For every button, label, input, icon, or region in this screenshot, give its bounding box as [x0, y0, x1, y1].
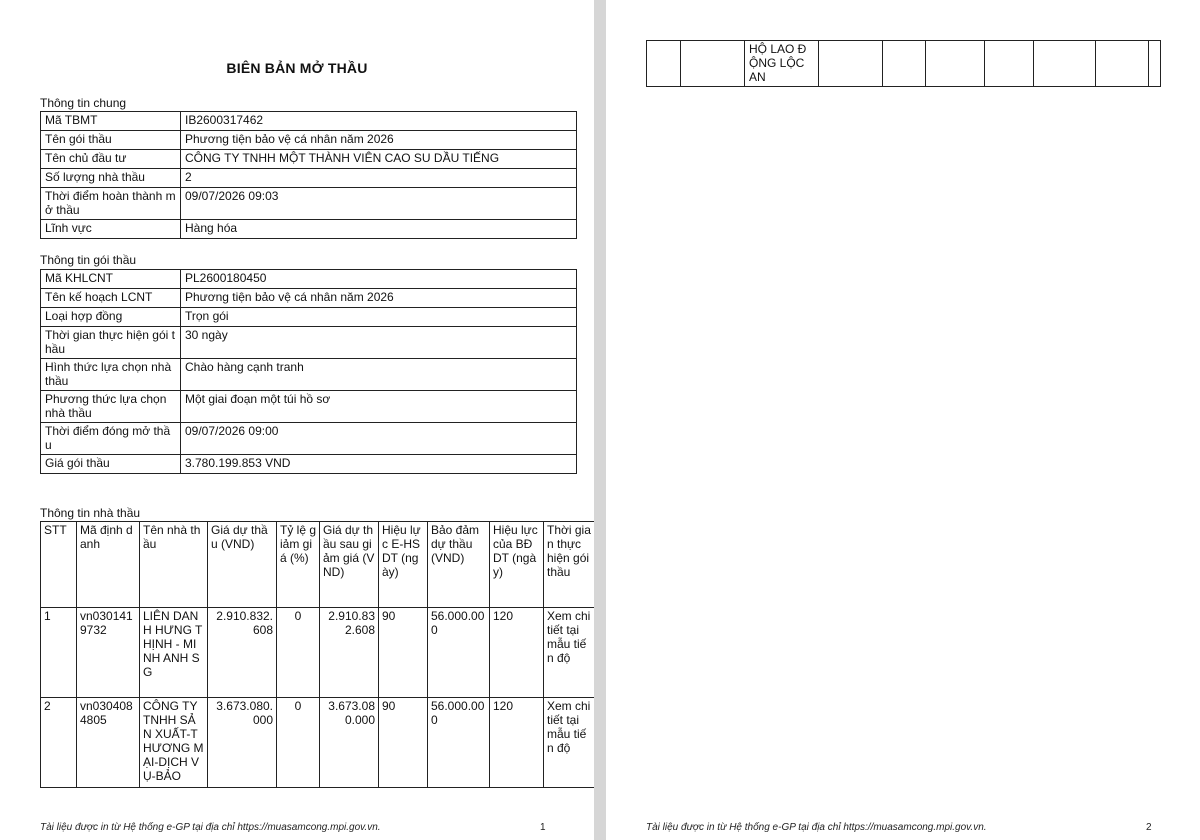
table-row	[647, 41, 1161, 87]
field-value: 3.780.199.853 VND	[181, 455, 577, 474]
field-value: 2	[181, 169, 577, 188]
field-label: Giá gói thầu	[41, 455, 181, 474]
table-cell	[1034, 41, 1096, 87]
table-cell	[1096, 41, 1149, 87]
field-label: Tên chủ đầu tư	[41, 150, 181, 169]
table-cell: 2.910.832.608	[208, 608, 277, 698]
table-cell: vn0301419732	[77, 608, 140, 698]
table-row	[41, 698, 595, 788]
field-value: IB2600317462	[181, 112, 577, 131]
table-cell: 56.000.000	[428, 608, 490, 698]
table-cell: 90	[379, 608, 428, 698]
table-cell	[819, 41, 883, 87]
page-number: 2	[1146, 822, 1152, 833]
field-value: Chào hàng cạnh tranh	[181, 359, 577, 391]
table-cell: 0	[277, 698, 320, 788]
field-value: 30 ngày	[181, 327, 577, 359]
field-label: Phương thức lựa chọn nhà thầu	[41, 391, 181, 423]
field-value: CÔNG TY TNHH MỘT THÀNH VIÊN CAO SU DẦU TIẾNG	[181, 150, 577, 169]
column-header: Hiệu lực E-HSDT (ngày)	[379, 522, 428, 608]
table-cell: 3.673.080.000	[320, 698, 379, 788]
column-header: Giá dự thầu (VND)	[208, 522, 277, 608]
table-cell: LIÊN DANH HƯNG THỊNH - MINH ANH SG	[140, 608, 208, 698]
field-label: Thời điểm hoàn thành mở thầu	[41, 188, 181, 220]
field-value: PL2600180450	[181, 270, 577, 289]
table-cell: 3.673.080.000	[208, 698, 277, 788]
bidder-table-header	[41, 522, 595, 608]
table-cell	[985, 41, 1034, 87]
table-cell: 0	[277, 608, 320, 698]
field-label: Lĩnh vực	[41, 220, 181, 239]
field-value: 09/07/2026 09:03	[181, 188, 577, 220]
table-cell: Xem chi tiết tại mẫu tiến độ	[544, 698, 595, 788]
table-row	[41, 188, 577, 220]
column-header: Tên nhà thầu	[140, 522, 208, 608]
table-cell	[883, 41, 926, 87]
table-row	[41, 270, 577, 289]
table-cell	[926, 41, 985, 87]
table-row	[41, 150, 577, 169]
field-label: Mã TBMT	[41, 112, 181, 131]
table-cell: 120	[490, 698, 544, 788]
page-gutter	[594, 0, 606, 840]
table-row	[41, 327, 577, 359]
field-label: Loại hợp đồng	[41, 308, 181, 327]
table-row	[41, 169, 577, 188]
document-title: BIÊN BẢN MỞ THẦU	[226, 60, 368, 76]
column-header: Tỷ lệ giảm giá (%)	[277, 522, 320, 608]
footer-text: Tài liệu được in từ Hệ thống e-GP tại địa chỉ https://muasamcong.mpi.gov.vn.	[40, 822, 381, 833]
footer-text: Tài liệu được in từ Hệ thống e-GP tại địa chỉ https://muasamcong.mpi.gov.vn.	[646, 822, 987, 833]
table-cell: Xem chi tiết tại mẫu tiến độ	[544, 608, 595, 698]
field-value: 09/07/2026 09:00	[181, 423, 577, 455]
table-cell: 56.000.000	[428, 698, 490, 788]
general-info-table	[40, 111, 577, 239]
field-label: Số lượng nhà thầu	[41, 169, 181, 188]
field-value: Phương tiện bảo vệ cá nhân năm 2026	[181, 131, 577, 150]
field-value: Một giai đoạn một túi hồ sơ	[181, 391, 577, 423]
field-label: Tên kế hoạch LCNT	[41, 289, 181, 308]
table-cell: 120	[490, 608, 544, 698]
table-cell: 90	[379, 698, 428, 788]
field-label: Thời gian thực hiện gói thầu	[41, 327, 181, 359]
table-cell: 1	[41, 608, 77, 698]
field-label: Tên gói thầu	[41, 131, 181, 150]
table-row	[41, 112, 577, 131]
field-value: Phương tiện bảo vệ cá nhân năm 2026	[181, 289, 577, 308]
field-label: Mã KHLCNT	[41, 270, 181, 289]
column-header: Giá dự thầu sau giảm giá (VND)	[320, 522, 379, 608]
table-row	[41, 289, 577, 308]
bidder-info-label: Thông tin nhà thầu	[40, 506, 141, 520]
table-cell: HỘ LAO ĐỘNG LỘC AN	[745, 41, 819, 87]
table-row	[41, 608, 595, 698]
table-cell	[681, 41, 745, 87]
table-row	[41, 131, 577, 150]
table-row	[41, 220, 577, 239]
general-info-label: Thông tin chung	[40, 96, 127, 110]
table-row	[41, 359, 577, 391]
table-row	[41, 391, 577, 423]
bidder-table-continued	[646, 40, 1161, 87]
table-row	[41, 308, 577, 327]
table-cell	[1149, 41, 1161, 87]
table-cell: 2	[41, 698, 77, 788]
bidder-table	[40, 521, 594, 788]
package-info-table	[40, 269, 577, 474]
column-header: Thời gian thực hiện gói thầu	[544, 522, 595, 608]
document-page-2	[606, 0, 1200, 840]
column-header: Mã định danh	[77, 522, 140, 608]
package-info-label: Thông tin gói thầu	[40, 253, 137, 267]
table-cell: CÔNG TY TNHH SẢN XUẤT-THƯƠNG MẠI-DỊCH VỤ-BẢO	[140, 698, 208, 788]
table-cell: 2.910.832.608	[320, 608, 379, 698]
table-row	[41, 455, 577, 474]
field-label: Thời điểm đóng mở thầu	[41, 423, 181, 455]
table-cell	[647, 41, 681, 87]
column-header: STT	[41, 522, 77, 608]
column-header: Bảo đảm dự thầu (VND)	[428, 522, 490, 608]
page-number: 1	[540, 822, 546, 833]
field-value: Hàng hóa	[181, 220, 577, 239]
field-label: Hình thức lựa chọn nhà thầu	[41, 359, 181, 391]
column-header: Hiệu lực của BĐ DT (ngày)	[490, 522, 544, 608]
table-row	[41, 423, 577, 455]
field-value: Trọn gói	[181, 308, 577, 327]
document-page-1	[0, 0, 594, 840]
table-cell: vn0304084805	[77, 698, 140, 788]
